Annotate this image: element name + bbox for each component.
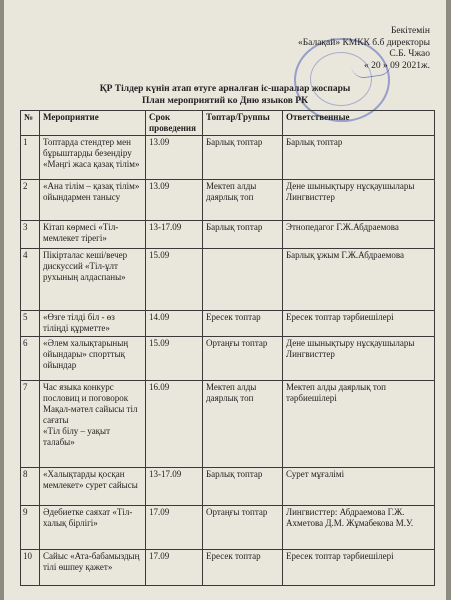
- cell-responsible: Лингвисттер: Абдраемова Г.Ж. Ахметова Д.М. Жұмабекова М.У.: [283, 506, 435, 550]
- table-header-row: [21, 111, 435, 136]
- table-row: [21, 506, 435, 550]
- cell-num: 4: [21, 249, 40, 311]
- cell-event: Топтарда стендтер мен бұрыштарды безендіру «Мәңгі жаса қазақ тілім»: [40, 136, 146, 180]
- cell-group: [203, 249, 283, 311]
- cell-date: 14.09: [146, 311, 203, 337]
- cell-date: 13-17.09: [146, 468, 203, 506]
- cell-responsible: Сурет мұғалімі: [283, 468, 435, 506]
- cell-group: Ересек топтар: [203, 311, 283, 337]
- approval-line-3: С.Б. Чжао: [389, 49, 430, 59]
- cell-num: 8: [21, 468, 40, 506]
- cell-responsible: Дене шынықтыру нұсқаушылары Лингвисттер: [283, 337, 435, 381]
- cell-group: Ересек топтар: [203, 550, 283, 586]
- approval-line-4: « 20 » 09 2021ж.: [364, 60, 430, 71]
- cell-event: «Өзге тілді біл - өз тіліңді құрметте»: [40, 311, 146, 337]
- cell-event: «Ана тілім – қазақ тілім» ойындармен танысу: [40, 180, 146, 221]
- cell-responsible: Ересек топтар тәрбиешілері: [283, 550, 435, 586]
- cell-num: 5: [21, 311, 40, 337]
- approval-block: [230, 26, 430, 72]
- cell-event: «Әлем халықтарының ойындары» спорттық ойындар: [40, 337, 146, 381]
- cell-group: Ортаңғы топтар: [203, 506, 283, 550]
- cell-num: 9: [21, 506, 40, 550]
- cell-group: Ортаңғы топтар: [203, 337, 283, 381]
- header-num: №: [21, 111, 40, 136]
- cell-event: Әдебиетке саяхат «Тіл-халық бірлігі»: [40, 506, 146, 550]
- cell-date: 13.09: [146, 180, 203, 221]
- cell-date: 17.09: [146, 506, 203, 550]
- cell-responsible: Этнопедагог Г.Ж.Абдраемова: [283, 221, 435, 249]
- cell-num: 6: [21, 337, 40, 381]
- cell-date: 16.09: [146, 381, 203, 468]
- cell-group: Мектеп алды даярлық топ: [203, 180, 283, 221]
- cell-group: Мектеп алды даярлық топ: [203, 381, 283, 468]
- header-responsible: Ответственные: [283, 111, 435, 136]
- header-group: Топтар/Группы: [203, 111, 283, 136]
- events-table: [20, 110, 435, 586]
- cell-event: Пікірталас кеші/вечер дискуссий «Тіл-ұлт рухының алдаспаны»: [40, 249, 146, 311]
- cell-event: Час языка конкурс пословиц и поговорок Мақал-мәтел сайысы тіл сағаты «Тіл білу – уақыт талабы»: [40, 381, 146, 468]
- header-date: Срок проведения: [146, 111, 203, 136]
- table-row: [21, 311, 435, 337]
- cell-responsible: Барлық ұжым Г.Ж.Абдраемова: [283, 249, 435, 311]
- table-row: [21, 337, 435, 381]
- table-row: [21, 468, 435, 506]
- cell-group: Барлық топтар: [203, 221, 283, 249]
- approval-line-1: Бекітемін: [390, 26, 430, 36]
- cell-num: 1: [21, 136, 40, 180]
- table-row: [21, 381, 435, 468]
- cell-date: 15.09: [146, 249, 203, 311]
- cell-date: 15.09: [146, 337, 203, 381]
- header-event: Мероприятие: [40, 111, 146, 136]
- cell-num: 7: [21, 381, 40, 468]
- cell-responsible: Ересек топтар тәрбиешілері: [283, 311, 435, 337]
- cell-responsible: Барлық топтар: [283, 136, 435, 180]
- table-row: [21, 136, 435, 180]
- cell-num: 10: [21, 550, 40, 586]
- cell-event: Сайыс «Ата-бабамыздың тілі өшпеу қажет»: [40, 550, 146, 586]
- document-title-ru: План мероприятий ко Дню языков РК: [142, 96, 308, 106]
- cell-date: 13.09: [146, 136, 203, 180]
- table-row: [21, 249, 435, 311]
- cell-group: Барлық топтар: [203, 468, 283, 506]
- cell-group: Барлық топтар: [203, 136, 283, 180]
- table-row: [21, 180, 435, 221]
- cell-event: Кітап көрмесі «Тіл-мемлекет тірегі»: [40, 221, 146, 249]
- cell-event: «Халықтарды қосқан мемлекет» сурет сайысы: [40, 468, 146, 506]
- cell-date: 17.09: [146, 550, 203, 586]
- cell-responsible: Мектеп алды даярлық топ тәрбиешілері: [283, 381, 435, 468]
- cell-num: 3: [21, 221, 40, 249]
- document-page: [4, 0, 446, 600]
- document-title-kz: ҚР Тілдер күнін атап өтуге арналған іс-шаралар жоспары: [99, 84, 351, 94]
- table-row: [21, 550, 435, 586]
- cell-num: 2: [21, 180, 40, 221]
- cell-responsible: Дене шынықтыру нұсқаушылары Лингвисттер: [283, 180, 435, 221]
- table-row: [21, 221, 435, 249]
- cell-date: 13-17.09: [146, 221, 203, 249]
- approval-line-2: «Балақай» КМКК б.б директоры: [297, 37, 430, 48]
